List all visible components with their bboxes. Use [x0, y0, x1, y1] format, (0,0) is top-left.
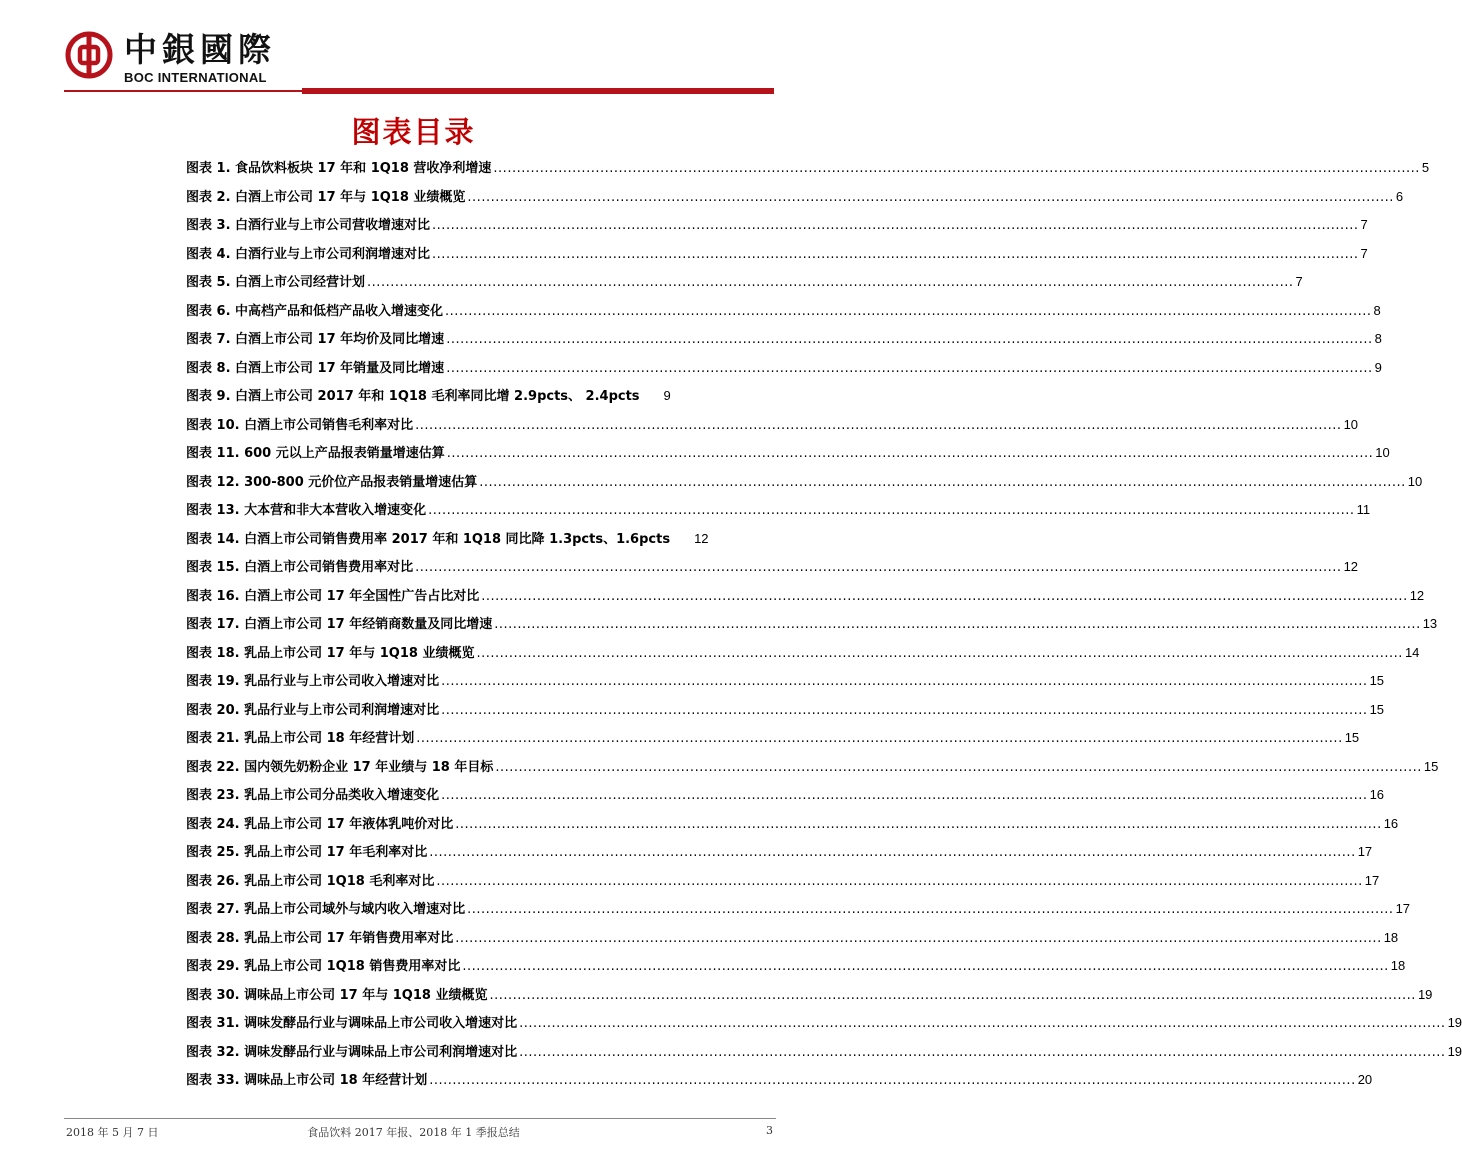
toc-entry-page: 17 — [1364, 872, 1380, 888]
toc-entry-label: 图表 9. 白酒上市公司 2017 年和 1Q18 毛利率同比增 2.9pcts、 2.4pcts — [186, 389, 640, 404]
toc-entry-label: 图表 15. 白酒上市公司销售费用率对比 — [186, 560, 414, 575]
toc-entry-page: 15 — [1369, 701, 1385, 717]
toc-entry-label: 图表 11. 600 元以上产品报表销量增速估算 — [186, 446, 445, 461]
toc-dot-leader: ........................................................................................................................................................................................................ — [441, 702, 1368, 718]
toc-entry-label: 图表 10. 白酒上市公司销售毛利率对比 — [186, 417, 414, 433]
toc-entry[interactable] — [186, 243, 1368, 272]
toc-dot-leader: ........................................................................................................................................................................................................ — [493, 161, 1420, 176]
toc-entry[interactable] — [186, 984, 1433, 1013]
toc-entry[interactable] — [186, 756, 1439, 785]
footer-rule — [64, 1118, 776, 1119]
toc-entry-page: 15 — [1344, 730, 1360, 745]
toc-entry[interactable] — [186, 442, 1390, 471]
toc-dot-leader: ........................................................................................................................................................................................................ — [519, 1044, 1446, 1060]
toc-entry-label: 图表 5. 白酒上市公司经营计划 — [186, 275, 366, 290]
toc-entry-page: 12 — [1343, 559, 1359, 574]
toc-entry-label: 图表 3. 白酒行业与上市公司营收增速对比 — [186, 218, 431, 233]
toc-entry-label: 图表 28. 乳品上市公司 17 年销售费用率对比 — [186, 930, 454, 946]
toc-entry[interactable] — [186, 214, 1368, 243]
toc-entry-page: 16 — [1383, 815, 1399, 831]
toc-entry-page: 18 — [1383, 929, 1399, 945]
toc-entry-label: 图表 12. 300-800 元价位产品报表销量增速估算 — [186, 474, 478, 490]
toc-entry-page: 7 — [1295, 274, 1303, 289]
toc-entry-label: 图表 4. 白酒行业与上市公司利润增速对比 — [186, 246, 431, 262]
toc-entry-page: 17 — [1395, 901, 1411, 916]
toc-entry[interactable] — [186, 813, 1399, 842]
toc-dot-leader: ........................................................................................................................................................................................................ — [479, 474, 1406, 490]
header-rule-thick — [302, 88, 774, 94]
logo-english-name: BOC INTERNATIONAL — [124, 70, 267, 85]
toc-dot-leader: ........................................................................................................................................................................................................ — [436, 873, 1363, 889]
toc-entry[interactable] — [186, 385, 671, 414]
toc-dot-leader: ........................................................................................................................................................................................................ — [415, 560, 1342, 575]
toc-entry-label: 图表 32. 调味发酵品行业与调味品上市公司利润增速对比 — [186, 1044, 518, 1060]
toc-entry[interactable] — [186, 613, 1438, 642]
toc-entry-label: 图表 22. 国内领先奶粉企业 17 年业绩与 18 年目标 — [186, 759, 494, 775]
toc-dot-leader: ........................................................................................................................................................................................................ — [446, 332, 1373, 347]
toc-entry-label: 图表 2. 白酒上市公司 17 年与 1Q18 业绩概览 — [186, 189, 466, 205]
toc-entry-page: 9 — [1374, 359, 1382, 375]
toc-dot-leader: ........................................................................................................................................................................................................ — [476, 645, 1403, 661]
toc-entry-page: 17 — [1357, 844, 1373, 859]
toc-entry[interactable] — [186, 186, 1404, 215]
toc-dot-leader: ........................................................................................................................................................................................................ — [467, 189, 1394, 205]
toc-entry-label: 图表 14. 白酒上市公司销售费用率 2017 年和 1Q18 同比降 1.3pcts、1.6pcts — [186, 531, 671, 547]
toc-dot-leader: ........................................................................................................................................................................................................ — [441, 788, 1368, 803]
toc-entry-label: 图表 1. 食品饮料板块 17 年和 1Q18 营收净利增速 — [186, 161, 492, 176]
toc-entry-label: 图表 7. 白酒上市公司 17 年均价及同比增速 — [186, 332, 445, 347]
toc-entry-page: 5 — [1421, 160, 1430, 175]
toc-entry-label: 图表 20. 乳品行业与上市公司利润增速对比 — [186, 702, 440, 718]
toc-entry[interactable] — [186, 1041, 1462, 1070]
toc-entry[interactable] — [186, 528, 709, 557]
toc-entry-page: 11 — [1356, 502, 1371, 517]
toc-entry-label: 图表 13. 大本营和非大本营收入增速变化 — [186, 503, 427, 518]
toc-dot-leader: ........................................................................................................................................................................................................ — [455, 930, 1382, 946]
toc-dot-leader: ........................................................................................................................................................................................................ — [441, 674, 1368, 689]
toc-entry-label: 图表 30. 调味品上市公司 17 年与 1Q18 业绩概览 — [186, 987, 488, 1003]
toc-entry-label: 图表 18. 乳品上市公司 17 年与 1Q18 业绩概览 — [186, 645, 475, 661]
toc-entry-label: 图表 6. 中高档产品和低档产品收入增速变化 — [186, 303, 444, 319]
toc-entry-label: 图表 26. 乳品上市公司 1Q18 毛利率对比 — [186, 873, 435, 889]
toc-entry-page: 16 — [1369, 787, 1385, 802]
toc-entry-label: 图表 33. 调味品上市公司 18 年经营计划 — [186, 1073, 428, 1088]
toc-entry-page: 14 — [1404, 644, 1420, 660]
toc-entry[interactable] — [186, 670, 1385, 699]
toc-entry[interactable] — [186, 499, 1371, 528]
toc-entry-label: 图表 24. 乳品上市公司 17 年液体乳吨价对比 — [186, 816, 454, 832]
toc-entry-page: 12 — [1409, 587, 1425, 603]
toc-dot-leader: ........................................................................................................................................................................................................ — [455, 816, 1382, 832]
toc-dot-leader: ........................................................................................................................................................................................................ — [415, 417, 1342, 433]
toc-entry-page: 12 — [694, 530, 709, 546]
toc-dot-leader: ........................................................................................................................................................................................................ — [446, 360, 1373, 376]
toc-entry[interactable] — [186, 727, 1360, 756]
toc-entry-page: 15 — [1369, 673, 1385, 688]
toc-dot-leader: ........................................................................................................................................................................................................ — [432, 218, 1359, 233]
toc-entry-label: 图表 16. 白酒上市公司 17 年全国性广告占比对比 — [186, 588, 480, 604]
toc-entry-label: 图表 21. 乳品上市公司 18 年经营计划 — [186, 731, 415, 746]
toc-entry[interactable] — [186, 955, 1406, 984]
toc-entry-page: 19 — [1417, 986, 1433, 1002]
toc-entry-label: 图表 23. 乳品上市公司分品类收入增速变化 — [186, 788, 440, 803]
toc-dot-leader: ........................................................................................................................................................................................................ — [429, 1073, 1356, 1088]
footer-date: 2018 年 5 月 7 日 — [66, 1126, 159, 1139]
toc-entry-page: 9 — [663, 388, 671, 403]
toc-entry-page: 10 — [1343, 416, 1359, 432]
toc-entry-page: 19 — [1447, 1015, 1462, 1030]
toc-dot-leader: ........................................................................................................................................................................................................ — [519, 1016, 1446, 1031]
toc-entry[interactable] — [186, 300, 1381, 329]
toc-entry[interactable] — [186, 1012, 1462, 1041]
toc-entry-page: 20 — [1357, 1072, 1373, 1087]
toc-entry[interactable] — [186, 784, 1385, 813]
toc-entry-label: 图表 8. 白酒上市公司 17 年销量及同比增速 — [186, 360, 445, 376]
toc-entry-label: 图表 27. 乳品上市公司域外与域内收入增速对比 — [186, 902, 466, 917]
toc-dot-leader: ........................................................................................................................................................................................................ — [494, 617, 1421, 632]
toc-entry-page: 8 — [1374, 331, 1382, 346]
toc-entry-page: 7 — [1360, 245, 1368, 261]
table-of-figures — [186, 157, 1462, 1098]
toc-dot-leader: ........................................................................................................................................................................................................ — [367, 275, 1294, 290]
toc-entry-page: 10 — [1407, 473, 1423, 489]
toc-entry[interactable] — [186, 699, 1385, 728]
header-rule-thin — [64, 90, 302, 92]
toc-dot-leader: ........................................................................................................................................................................................................ — [428, 503, 1355, 518]
toc-entry-label: 图表 19. 乳品行业与上市公司收入增速对比 — [186, 674, 440, 689]
toc-entry-page: 15 — [1423, 758, 1439, 774]
toc-dot-leader: ........................................................................................................................................................................................................ — [429, 845, 1356, 860]
toc-entry[interactable] — [186, 841, 1373, 870]
toc-dot-leader: ........................................................................................................................................................................................................ — [445, 303, 1372, 319]
toc-entry[interactable] — [186, 870, 1380, 899]
toc-entry[interactable] — [186, 585, 1425, 614]
toc-entry-page: 19 — [1447, 1043, 1462, 1059]
toc-entry-page: 6 — [1395, 188, 1404, 204]
toc-entry[interactable] — [186, 271, 1303, 300]
toc-entry[interactable] — [186, 471, 1423, 500]
toc-entry[interactable] — [186, 556, 1359, 585]
toc-entry[interactable] — [186, 357, 1382, 386]
toc-entry-label: 图表 25. 乳品上市公司 17 年毛利率对比 — [186, 845, 428, 860]
toc-dot-leader: ........................................................................................................................................................................................................ — [416, 731, 1343, 746]
page-title: 图表目录 — [351, 115, 476, 149]
toc-dot-leader: ........................................................................................................................................................................................................ — [489, 987, 1416, 1003]
toc-entry[interactable] — [186, 328, 1382, 357]
toc-entry[interactable] — [186, 1069, 1373, 1098]
toc-dot-leader: ........................................................................................................................................................................................................ — [495, 759, 1422, 775]
boc-logo-icon — [66, 32, 112, 78]
toc-entry[interactable] — [186, 157, 1430, 186]
toc-dot-leader: ........................................................................................................................................................................................................ — [467, 902, 1394, 917]
toc-entry-page: 10 — [1375, 445, 1390, 460]
toc-dot-leader: ........................................................................................................................................................................................................ — [432, 246, 1359, 262]
toc-entry-page: 18 — [1390, 958, 1406, 973]
logo-chinese-name: 中銀國際 — [124, 30, 276, 69]
toc-entry-label: 图表 29. 乳品上市公司 1Q18 销售费用率对比 — [186, 959, 461, 974]
toc-entry-label: 图表 17. 白酒上市公司 17 年经销商数量及同比增速 — [186, 617, 493, 632]
footer-report-title: 食品饮料 2017 年报、2018 年 1 季报总结 — [307, 1126, 520, 1139]
toc-entry-label: 图表 31. 调味发酵品行业与调味品上市公司收入增速对比 — [186, 1016, 518, 1031]
toc-entry-page: 8 — [1373, 302, 1381, 318]
toc-entry-page: 13 — [1422, 616, 1438, 631]
footer-page-number: 3 — [766, 1124, 773, 1137]
toc-entry[interactable] — [186, 898, 1411, 927]
toc-entry-page: 7 — [1360, 217, 1368, 232]
toc-entry[interactable] — [186, 642, 1420, 671]
toc-dot-leader: ........................................................................................................................................................................................................ — [481, 588, 1408, 604]
toc-entry[interactable] — [186, 927, 1399, 956]
toc-dot-leader: ........................................................................................................................................................................................................ — [446, 446, 1374, 461]
toc-dot-leader: ........................................................................................................................................................................................................ — [462, 959, 1389, 974]
toc-entry[interactable] — [186, 414, 1359, 443]
